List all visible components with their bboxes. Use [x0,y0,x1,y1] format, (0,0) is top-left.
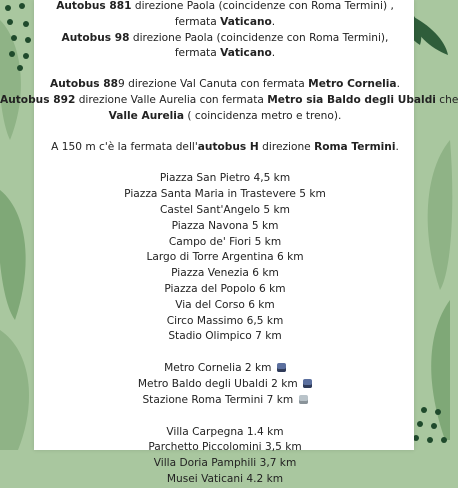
list-item: Parchetto Piccolomini 3,5 km [148,441,302,454]
list-item: Musei Vaticani 4.2 km [166,472,284,485]
list-item: Piazza Santa Maria in Trastevere 5 km [124,188,326,201]
list-item: Villa Doria Pamphili 3,7 km [153,457,297,470]
bus-line-98: Autobus 98 direzione Paola (coincidenze con Roma Termini), [61,31,389,44]
list-item: Villa Carpegna 1.4 km [166,425,284,438]
bus-line-892: Autobus 892 direzione Valle Aurelia con fermata Metro sia Baldo degli Ubaldi che [0,93,458,106]
list-item: Stazione Roma Termini 7 km [0,393,450,409]
list-item: Piazza Venezia 6 km [171,267,279,280]
list-item: Via del Corso 6 km [175,298,275,311]
list-item: Piazza del Popolo 6 km [164,282,286,295]
bus-line-881-stop: fermata Vaticano. [174,15,276,28]
metro-icon [303,379,312,388]
stations-list [0,361,450,408]
list-item: Castel Sant'Angelo 5 km [160,203,290,216]
train-icon [299,395,308,404]
metro-icon [277,363,286,372]
bus-line-889: Autobus 889 direzione Val Canuta con fermata Metro Cornelia. [50,78,400,91]
list-item: Campo de' Fiori 5 km [168,235,282,248]
list-item: Metro Baldo degli Ubaldi 2 km [0,377,450,393]
bus-h-note: A 150 m c'è la fermata dell'autobus H direzione Roma Termini. [51,140,399,153]
landmarks-list [0,171,450,345]
list-item: Piazza San Pietro 4,5 km [159,172,291,185]
bus-line-98-stop: fermata Vaticano. [174,47,276,60]
bus-line-881: Autobus 881 direzione Paola (coincidenze con Roma Termini) , [56,0,394,12]
list-item: Largo di Torre Argentina 6 km [146,251,304,264]
parks-list [0,425,450,488]
list-item: Circo Massimo 6,5 km [166,314,284,327]
bus-line-892-cont: Valle Aurelia ( coincidenza metro e treno). [108,109,342,122]
list-item: Stadio Olimpico 7 km [168,330,282,343]
list-item: Metro Cornelia 2 km [0,361,450,377]
list-item: Piazza Navona 5 km [171,219,279,232]
